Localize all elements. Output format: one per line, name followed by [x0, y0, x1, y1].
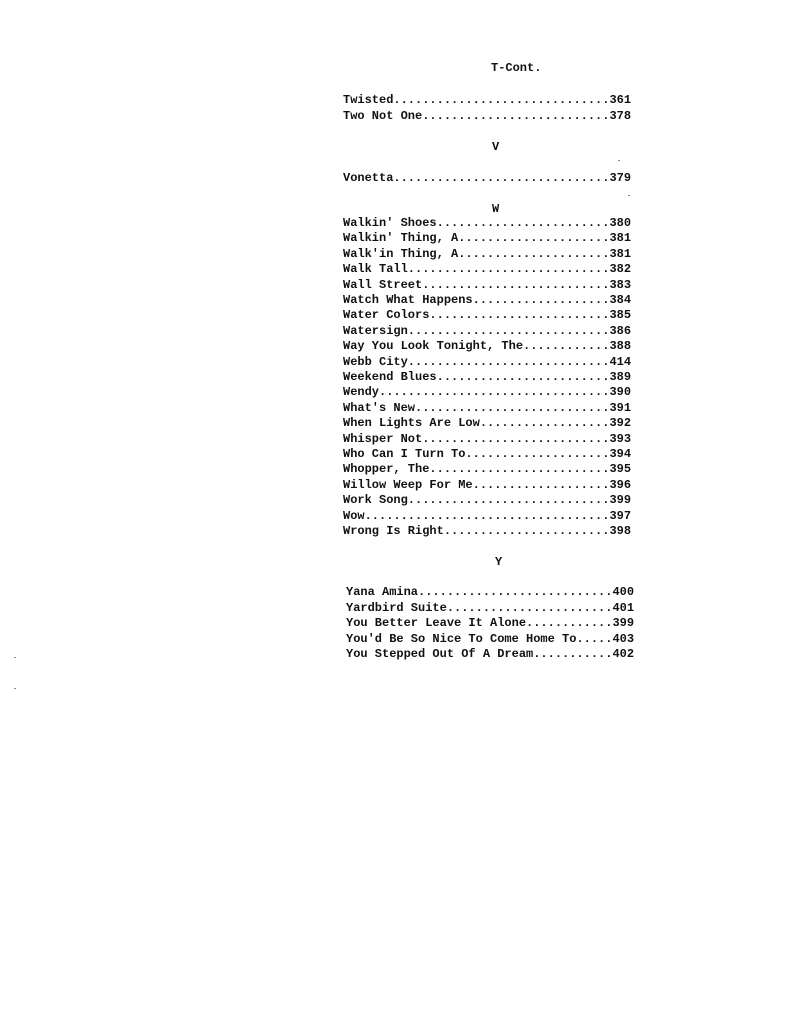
- scan-speck: [618, 160, 620, 161]
- index-entry: Twisted..............................361: [343, 93, 632, 107]
- index-entry: Whopper, The.........................395: [343, 462, 632, 477]
- scan-speck: [14, 657, 16, 658]
- index-entry: Willow Weep For Me...................396: [343, 477, 632, 492]
- index-entry: Walk Tall............................382: [343, 262, 632, 277]
- index-entry: Vonetta..............................379: [343, 171, 632, 185]
- index-entry: Way You Look Tonight, The............388: [343, 339, 632, 354]
- scan-speck: [14, 688, 16, 689]
- section-letter: Y: [495, 555, 503, 569]
- index-entry: Wrong Is Right.......................398: [343, 524, 632, 538]
- index-entry: You Stepped Out Of A Dream...........402: [346, 647, 635, 661]
- index-entry: When Lights Are Low..................392: [343, 416, 632, 431]
- index-entry: What's New...........................391: [343, 400, 632, 415]
- scan-speck: [628, 195, 630, 196]
- page-heading: T-Cont.: [491, 61, 542, 75]
- index-entry: Yardbird Suite.......................401: [346, 600, 635, 615]
- index-entry: Weekend Blues........................389: [343, 370, 632, 384]
- index-entry: Wendy................................390: [343, 385, 632, 400]
- index-entry: Whisper Not..........................393: [343, 431, 632, 446]
- section-letter: V: [492, 140, 500, 154]
- index-entry: Who Can I Turn To....................394: [343, 447, 632, 461]
- index-entry: Wow..................................397: [343, 508, 632, 523]
- index-entry: Walkin' Thing, A.....................381: [343, 231, 632, 246]
- index-entry: Webb City............................414: [343, 354, 632, 369]
- index-entry: Two Not One..........................378: [343, 108, 632, 123]
- index-entry: Watersign............................386: [343, 323, 632, 338]
- index-entry: Walk'in Thing, A.....................381: [343, 246, 632, 261]
- index-entry: You'd Be So Nice To Come Home To.....403: [346, 631, 635, 646]
- section-letter: W: [492, 202, 500, 216]
- index-entry: Work Song............................399: [343, 493, 632, 508]
- index-entry: Walkin' Shoes........................380: [343, 216, 632, 230]
- index-entry: Watch What Happens...................384: [343, 293, 632, 307]
- index-entry: You Better Leave It Alone............399: [346, 616, 635, 630]
- index-entry: Yana Amina...........................400: [346, 585, 635, 599]
- index-entry: Wall Street..........................383: [343, 277, 632, 292]
- index-entry: Water Colors.........................385: [343, 308, 632, 323]
